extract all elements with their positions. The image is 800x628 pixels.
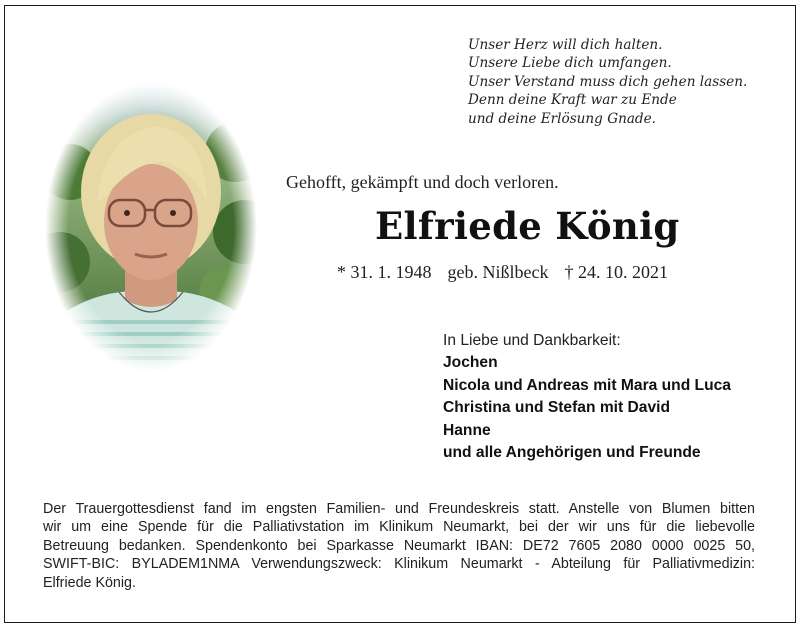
mourner-name: Hanne bbox=[443, 421, 491, 439]
deceased-name: Elfriede König bbox=[375, 204, 680, 248]
birth-date: * 31. 1. 1948 bbox=[337, 262, 432, 282]
memorial-poem bbox=[468, 36, 788, 128]
portrait-photo bbox=[45, 82, 257, 372]
mourners-intro: In Liebe und Dankbarkeit: bbox=[443, 332, 621, 349]
service-notice-line: Elfriede König. bbox=[43, 574, 136, 591]
poem-line: Unsere Liebe dich umfangen. bbox=[468, 55, 672, 72]
poem-line: und deine Erlösung Gnade. bbox=[468, 110, 656, 127]
portrait-photo-icon bbox=[45, 82, 257, 372]
motto: Gehofft, gekämpft und doch verloren. bbox=[286, 172, 559, 192]
poem-line: Unser Herz will dich halten. bbox=[468, 37, 663, 53]
poem-line: Denn deine Kraft war zu Ende bbox=[468, 92, 677, 109]
mourner-name: Christina und Stefan mit David bbox=[443, 399, 671, 417]
service-notice-line: Der Trauergottesdienst fand im engsten Familien- und Freundeskreis statt. Anstelle von Blumen bitten bbox=[43, 501, 755, 517]
life-dates bbox=[337, 262, 668, 283]
service-notice-line: wir um eine Spende für die Palliativstation im Klinikum Neumarkt, bei der wir uns für die liebevolle bbox=[43, 519, 755, 536]
service-notice-line: Betreuung bedanken. Spendenkonto bei Sparkasse Neumarkt IBAN: DE72 7605 2080 0000 0025 50, bbox=[43, 537, 755, 554]
death-date: † 24. 10. 2021 bbox=[564, 262, 668, 282]
mourner-name: und alle Angehörigen und Freunde bbox=[443, 444, 701, 462]
maiden-name: geb. Nißlbeck bbox=[447, 262, 549, 282]
service-notice bbox=[43, 500, 755, 592]
mourner-name: Nicola und Andreas mit Mara und Luca bbox=[443, 376, 731, 394]
poem-line: Unser Verstand muss dich gehen lassen. bbox=[468, 73, 748, 90]
mourners-block bbox=[443, 330, 731, 464]
service-notice-line: SWIFT-BIC: BYLADEM1NMA Verwendungszweck: Klinikum Neumarkt - Abteilung für Palliativmedizin: bbox=[43, 556, 755, 573]
mourner-name: Jochen bbox=[443, 354, 498, 372]
